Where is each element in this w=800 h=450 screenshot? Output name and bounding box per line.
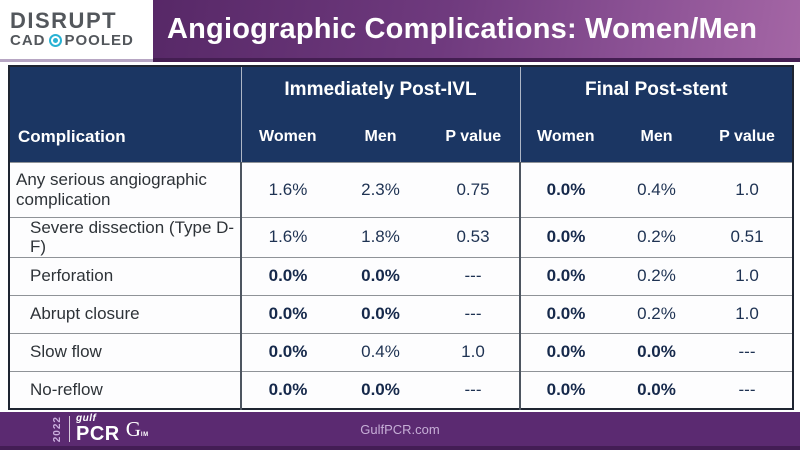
value-cell: 0.0% (520, 217, 611, 257)
complication-label: Perforation (9, 257, 241, 295)
gim-logo-sub: IM (140, 431, 149, 438)
value-cell: 0.0% (334, 257, 427, 295)
complications-table (8, 65, 794, 410)
pcr-logo-gulf: gulf (76, 413, 97, 424)
footer-year: 2022 (52, 415, 63, 443)
table-row (9, 257, 793, 295)
value-cell: 0.2% (611, 257, 702, 295)
header-band (0, 0, 800, 62)
table-container (0, 62, 800, 410)
value-cell: 0.0% (520, 162, 611, 217)
value-cell: 0.0% (520, 371, 611, 409)
col-header-women-ivl: Women (241, 112, 334, 162)
col-header-men-ivl: Men (334, 112, 427, 162)
value-cell: --- (702, 371, 793, 409)
value-cell: 0.0% (520, 333, 611, 371)
col-header-pvalue-stent: P value (702, 112, 793, 162)
value-cell: 0.4% (611, 162, 702, 217)
logo-pooled-text: POOLED (64, 32, 134, 50)
footer-website: GulfPCR.com (360, 421, 440, 437)
value-cell: 1.0 (702, 257, 793, 295)
logo-line2 (10, 32, 153, 49)
value-cell: 1.6% (241, 217, 334, 257)
table-body (9, 162, 793, 409)
gim-logo-g: G (125, 416, 141, 441)
corner-cell (9, 66, 241, 112)
value-cell: 0.0% (520, 257, 611, 295)
logo-cad-text: CAD (10, 32, 46, 50)
complication-label: Any serious angiographic complication (9, 162, 241, 217)
complication-label: Severe dissection (Type D-F) (9, 217, 241, 257)
complication-label: Slow flow (9, 333, 241, 371)
value-cell: 0.2% (611, 295, 702, 333)
value-cell: 0.0% (334, 371, 427, 409)
complication-column-header: Complication (9, 112, 241, 162)
value-cell: 0.0% (241, 257, 334, 295)
table-row (9, 217, 793, 257)
col-header-women-stent: Women (520, 112, 611, 162)
value-cell: 0.0% (611, 333, 702, 371)
value-cell: 0.0% (241, 333, 334, 371)
table-row (9, 295, 793, 333)
value-cell: 0.0% (611, 371, 702, 409)
value-cell: 0.4% (334, 333, 427, 371)
value-cell: --- (427, 371, 520, 409)
value-cell: 0.0% (241, 371, 334, 409)
title-bar (153, 0, 800, 62)
table-head (9, 66, 793, 162)
value-cell: 1.0 (702, 295, 793, 333)
pcr-logo-main: PCR (76, 423, 120, 445)
value-cell: --- (427, 295, 520, 333)
value-cell: 2.3% (334, 162, 427, 217)
value-cell: 1.0 (702, 162, 793, 217)
page-title: Angiographic Complications: Women/Men (167, 12, 758, 45)
complication-label: Abrupt closure (9, 295, 241, 333)
logo-line1: DISRUPT (10, 7, 118, 33)
value-cell: 0.2% (611, 217, 702, 257)
sonar-target-icon (49, 34, 62, 47)
value-cell: 1.8% (334, 217, 427, 257)
value-cell: 0.51 (702, 217, 793, 257)
table-row (9, 162, 793, 217)
value-cell: 1.6% (241, 162, 334, 217)
value-cell: --- (427, 257, 520, 295)
table-row (9, 333, 793, 371)
value-cell: 0.0% (520, 295, 611, 333)
disrupt-cad-logo (0, 0, 153, 62)
group-header-post-stent: Final Post-stent (520, 66, 793, 112)
value-cell: 0.75 (427, 162, 520, 217)
footer-band (0, 412, 800, 450)
group-header-post-ivl: Immediately Post-IVL (241, 66, 520, 112)
col-header-pvalue-ivl: P value (427, 112, 520, 162)
complication-label: No-reflow (9, 371, 241, 409)
column-header-row (9, 112, 793, 162)
col-header-men-stent: Men (611, 112, 702, 162)
group-header-row (9, 66, 793, 112)
value-cell: 0.0% (334, 295, 427, 333)
value-cell: 0.0% (241, 295, 334, 333)
table-row (9, 371, 793, 409)
value-cell: 1.0 (427, 333, 520, 371)
value-cell: --- (702, 333, 793, 371)
value-cell: 0.53 (427, 217, 520, 257)
